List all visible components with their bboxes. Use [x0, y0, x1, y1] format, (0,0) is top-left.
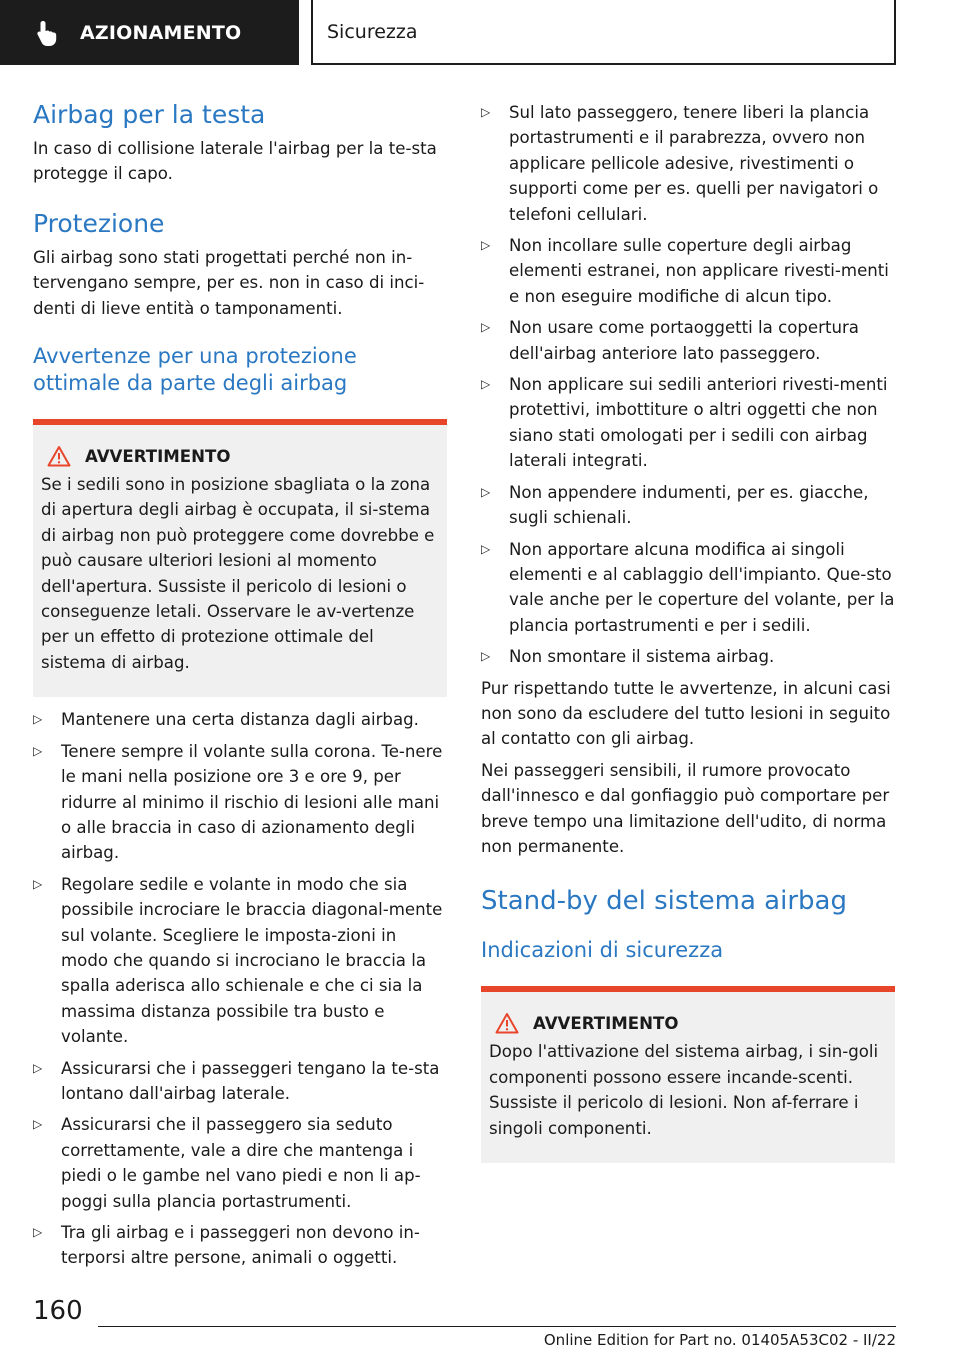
- page-number: 160: [33, 1296, 83, 1326]
- list-item: ▷ Non smontare il sistema airbag.: [481, 644, 895, 669]
- warning-title: AVVERTIMENTO: [85, 446, 231, 466]
- list-item: ▷ Sul lato passeggero, tenere liberi la plancia portastrumenti e il parabrezza, ovvero non applicare pellicole adesive, rivestimenti o supporti come per es. quelli per navigatori o telefoni cellulari.: [481, 100, 895, 227]
- heading-standby: Stand-by del sistema airbag: [481, 886, 847, 917]
- warning-box: [481, 986, 895, 1163]
- triangle-right-icon: ▷: [481, 320, 491, 335]
- paragraph-passeggeri-sensibili: Nei passeggeri sensibili, il rumore provocato dall'innesco e dal gonfiaggio può comportare per breve tempo una limitazione dell'udito, di norma non permanente.: [481, 760, 890, 856]
- list-item: ▷ Regolare sedile e volante in modo che sia possibile incrociare le braccia diagonal-mente sul volante. Scegliere le imposta-zioni in modo che quando si incrociano le braccia la spalla aderisca allo schienale e che ci sia la massima distanza possibile tra busto e volante.: [33, 872, 447, 1050]
- list-item: ▷ Assicurarsi che il passeggero sia seduto correttamente, vale a dire che mantenga i piedi o le gambe nel vano piedi e non li ap-poggi sulla plancia portastrumenti.: [33, 1112, 447, 1214]
- paragraph-rispettando: Pur rispettando tutte le avvertenze, in alcuni casi non sono da escludere del tutto lesioni in seguito al contatto con gli airbag.: [481, 678, 891, 749]
- list-item: ▷ Non usare come portaoggetti la copertura dell'airbag anteriore lato passeggero.: [481, 315, 895, 366]
- heading-protezione: Protezione: [33, 208, 165, 238]
- list-item: ▷ Non incollare sulle coperture degli airbag elementi estranei, non applicare rivesti-menti e non eseguire modifiche di alcun tipo.: [481, 233, 895, 309]
- list-item: ▷ Tenere sempre il volante sulla corona. Te-nere le mani nella posizione ore 3 e ore 9, per ridurre al minimo il rischio di lesioni alle mani o alle braccia in caso di azionamento degli airbag.: [33, 739, 447, 866]
- list-item: ▷ Tra gli airbag e i passeggeri non devono in-terporsi altre persone, animali o oggetti.: [33, 1220, 447, 1271]
- left-column: [33, 100, 447, 1277]
- triangle-right-icon: ▷: [33, 1117, 43, 1132]
- triangle-right-icon: ▷: [481, 238, 491, 253]
- triangle-right-icon: ▷: [33, 743, 43, 758]
- heading-airbag-testa: Airbag per la testa: [33, 100, 266, 129]
- section-tab: [0, 0, 299, 65]
- bullet-list-left: [33, 707, 447, 1271]
- list-item: ▷ Non appendere indumenti, per es. giacche, sugli schienali.: [481, 480, 895, 531]
- triangle-right-icon: ▷: [481, 484, 491, 499]
- footer-divider: [98, 1326, 896, 1327]
- triangle-right-icon: ▷: [33, 712, 43, 727]
- heading-indicazioni: Indicazioni di sicurezza: [481, 938, 724, 963]
- edition-info: Online Edition for Part no. 01405A53C02 - II/22: [543, 1331, 896, 1349]
- paragraph-airbag-testa: In caso di collisione laterale l'airbag per la te-sta protegge il capo.: [33, 139, 437, 184]
- triangle-right-icon: ▷: [33, 1060, 43, 1075]
- section-label: AZIONAMENTO: [80, 21, 242, 44]
- right-column: [481, 100, 895, 1163]
- heading-avvertenze: Avvertenze per una protezione ottimale da parte degli airbag: [33, 344, 357, 396]
- triangle-right-icon: ▷: [481, 105, 491, 119]
- warning-triangle-icon: [47, 445, 71, 467]
- warning-title: AVVERTIMENTO: [533, 1013, 679, 1033]
- warning-header: [41, 445, 439, 467]
- chapter-title: Sicurezza: [327, 20, 418, 43]
- triangle-right-icon: ▷: [481, 377, 491, 392]
- warning-header: [489, 1012, 887, 1034]
- triangle-right-icon: ▷: [33, 1225, 43, 1239]
- bullet-list-right: [481, 100, 895, 670]
- warning-text: Se i sedili sono in posizione sbagliata o la zona di apertura degli airbag è occupata, il si-stema di airbag non può proteggere come dovrebbe e può causare ulteriori lesioni al momento dell'apertura. Sussiste il pericolo di lesioni o conseguenze letali. Osservare le av-vertenze per un effetto di protezione ottimale del sistema di airbag.: [41, 475, 435, 672]
- warning-text: Dopo l'attivazione del sistema airbag, i sin-goli componenti possono essere incande-scenti. Sussiste il pericolo di lesioni. Non af-ferrare i singoli componenti.: [489, 1042, 879, 1138]
- triangle-right-icon: ▷: [33, 876, 43, 891]
- list-item: ▷ Non applicare sui sedili anteriori rivesti-menti protettivi, imbottiture o altri oggetti che non siano stati omologati per i sedili con airbag laterali integrati.: [481, 372, 895, 474]
- list-item: ▷ Assicurarsi che i passeggeri tengano la te-sta lontano dall'airbag laterale.: [33, 1056, 447, 1107]
- hand-pointer-icon: [32, 18, 62, 48]
- paragraph-protezione: Gli airbag sono stati progettati perché non in-tervengano sempre, per es. non in caso di inci-denti di lieve entità o tamponamenti.: [33, 247, 425, 318]
- triangle-right-icon: ▷: [481, 541, 491, 556]
- list-item: ▷ Mantenere una certa distanza dagli airbag.: [33, 707, 447, 732]
- warning-box: [33, 419, 447, 697]
- chapter-header: [311, 0, 896, 65]
- triangle-right-icon: ▷: [481, 649, 491, 664]
- list-item: ▷ Non apportare alcuna modifica ai singoli elementi e al cablaggio dell'impianto. Que-sto vale anche per le coperture del volante, per la plancia portastrumenti e per i sedili.: [481, 537, 895, 639]
- warning-triangle-icon: [495, 1012, 519, 1034]
